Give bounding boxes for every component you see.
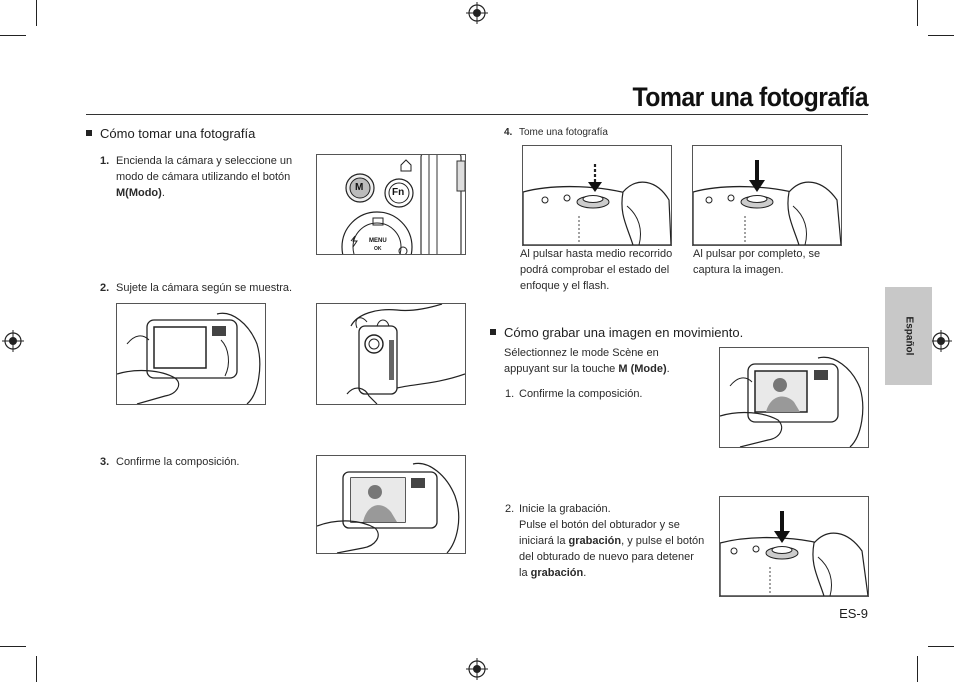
registration-mark-icon [466,2,488,24]
section-heading-text: Cómo grabar una imagen en movimiento. [504,325,744,340]
step-3-text: Confirme la composición. [116,456,240,468]
crop-mark [0,646,26,647]
ok-button-label: OK [374,246,382,252]
intro-line: appuyant sur la touche [504,363,619,375]
bullet-square-icon [86,130,92,136]
bullet-square-icon [490,329,496,335]
caption-line: Al pulsar por completo, se [693,248,821,260]
movie-intro-text [504,345,704,377]
step-number: 2. [100,282,110,294]
step-2-line: Inicie la grabación. [519,503,611,515]
fn-button-label: Fn [392,187,405,198]
caption-full-press [693,246,868,278]
caption-line: podrá comprobar el estado del [520,264,670,276]
language-tab-label: Español [903,316,914,356]
step-2-line: del obturado de nuevo para detener [519,551,694,563]
illustration-hold-horizontal [116,303,266,405]
caption-line: enfoque y el flash. [520,280,610,292]
page-number: ES-9 [839,606,868,621]
step-number: 4. [504,127,513,138]
crop-mark [917,656,918,682]
crop-mark [917,0,918,26]
intro-end: . [666,363,670,375]
language-tab [885,287,932,385]
step-2-text: Sujete la cámara según se muestra. [116,282,293,294]
illustration-movie-record [719,496,869,597]
caption-half-press [520,246,695,294]
movie-step-2-text [519,501,714,581]
page-title: Tomar una fotografía [632,82,868,112]
step-1-end: . [161,187,165,199]
registration-mark-icon [2,330,24,352]
section-heading-text: Cómo tomar una fotografía [100,126,256,141]
step-2-line: iniciará la [519,535,569,547]
mode-button-label: M (Mode) [618,363,667,375]
caption-line: captura la imagen. [693,264,784,276]
step-2-line: , y pulse el botón [621,535,705,547]
illustration-hold-vertical [316,303,466,405]
step-1-line: modo de cámara utilizando el botón [116,171,291,183]
crop-mark [36,656,37,682]
step-2-line: Pulse el botón del obturador y se [519,519,680,531]
title-rule [86,114,868,115]
illustration-movie-composition [719,347,869,448]
step-1-text [116,153,306,201]
step-2-end: . [583,567,587,579]
step-number: 3. [100,456,110,468]
intro-line: Sélectionnez le mode Scène en [504,347,659,359]
step-number: 1. [100,155,110,167]
registration-mark-icon [466,658,488,680]
menu-button-label: MENU [369,238,387,244]
mode-button-label: M(Modo) [116,187,162,199]
step-4-text: Tome una fotografía [519,127,608,138]
step-number: 1. [505,388,515,400]
illustration-full-press [692,145,842,246]
crop-mark [0,35,26,36]
illustration-composition [316,455,466,554]
registration-mark-icon [930,330,952,352]
caption-line: Al pulsar hasta medio recorrido [520,248,673,260]
crop-mark [928,646,954,647]
bold-term: grabación [530,567,584,579]
bold-term: grabación [568,535,622,547]
crop-mark [36,0,37,26]
section-heading-photo [86,126,255,141]
crop-mark [928,35,954,36]
step-2-line: la [519,567,531,579]
m-button-label: M [355,182,364,193]
movie-step-1-text: Confirme la composición. [519,388,643,400]
step-number: 2. [505,503,515,515]
illustration-mode-buttons [316,154,466,255]
section-heading-movie [490,325,743,340]
step-1-line: Encienda la cámara y seleccione un [116,155,293,167]
illustration-half-press [522,145,672,246]
